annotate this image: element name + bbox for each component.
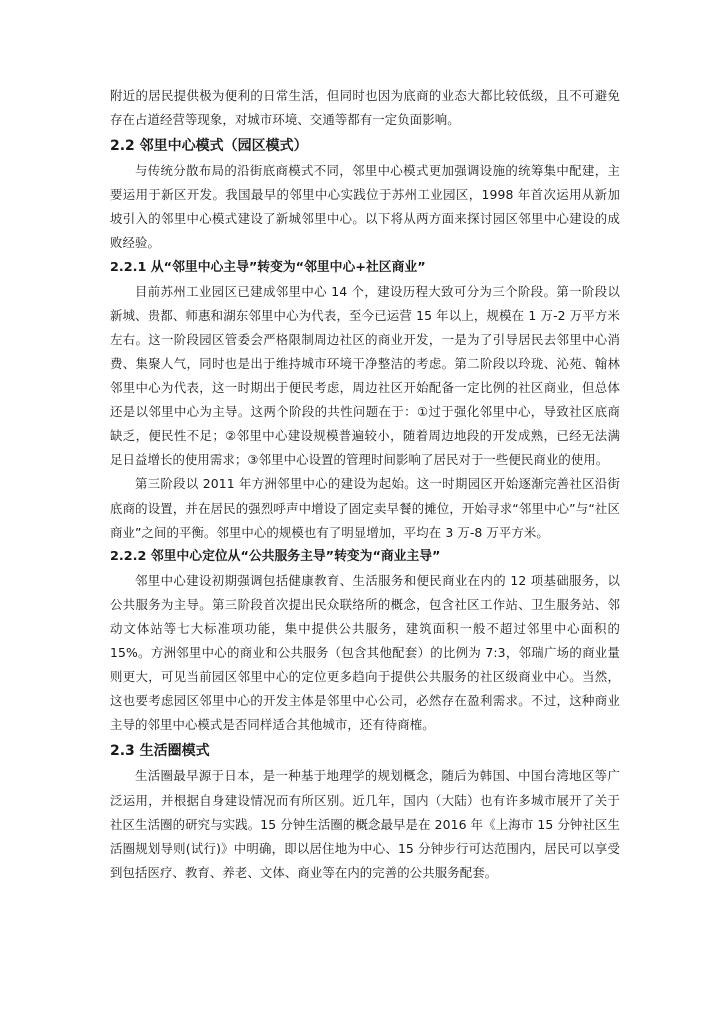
paragraph-development-stages: 目前苏州工业园区已建成邻里中心 14 个，建设历程大致可分为三个阶段。第一阶段以新城、贵都、师惠和湖东邻里中心为代表，至今已运营 15 年以上，规模在 1 万-2 万平方米左右。这一阶段园区管委会严格限制周边社区的商业开发，一是为了引导居民去邻里中心消费、集聚人气，同时也是出于维持城市环境干净整洁的考虑。第二阶段以玲珑、沁苑、翰林邻里中心为代表，这一时期出于便民考虑，周边社区开始配备一定比例的社区商业，但总体还是以邻里中心为主导。这两个阶段的共性问题在于：①过于强化邻里中心，导致社区底商缺乏，便民性不足；②邻里中心建设规模普遍较小，随着周边地段的开发成熟，已经无法满足日益增长的使用需求；③邻里中心设置的管理时间影响了居民对于一些便民商业的使用。 <box>110 283 620 468</box>
paragraph-neighborhood-center-intro: 与传统分散布局的沿街底商模式不同，邻里中心模式更加强调设施的统筹集中配建，主要运用于新区开发。我国最早的邻里中心实践位于苏州工业园区，1998 年首次运用从新加坡引入的邻里中心模式建设了新城邻里中心。以下将从两方面来探讨园区邻里中心建设的成败经验。 <box>110 163 620 251</box>
section-heading-2-2: 2.2 邻里中心模式（园区模式） <box>110 138 308 155</box>
paragraph-life-circle: 生活圈最早源于日本，是一种基于地理学的规划概念，随后为韩国、中国台湾地区等广泛运用，并根据自身建设情况而有所区别。近几年，国内（大陆）也有许多城市展开了关于社区生活圈的研究与实践。15 分钟生活圈的概念最早是在 2016 年《上海市 15 分钟社区生活圈规划导则(试行)》中明确，即以居住地为中心、15 分钟步行可达范围内，居民可以享受到包括医疗、教育、养老、文体、商业等在内的完善的公共服务配套。 <box>110 768 620 880</box>
paragraph-positioning: 邻里中心建设初期强调包括健康教育、生活服务和便民商业在内的 12 项基础服务，以公共服务为主导。第三阶段首次提出民众联络所的概念，包含社区工作站、卫生服务站、邻动文体站等七大标准项功能，集中提供公共服务，建筑面积一般不超过邻里中心面积的 15%。方洲邻里中心的商业和公共服务（包含其他配套）的比例为 7:3，邻瑞广场的商业量则更大，可见当前园区邻里中心的定位更多趋向于提供公共服务的社区级商业中心。当然，这也要考虑园区邻里中心的开发主体是邻里中心公司，必然存在盈利需求。不过，这种商业主导的邻里中心模式是否同样适合其他城市，还有待商榷。 <box>110 572 620 733</box>
section-heading-2-3: 2.3 生活圈模式 <box>110 743 210 760</box>
paragraph-third-stage: 第三阶段以 2011 年方洲邻里中心的建设为起始。这一时期园区开始逐渐完善社区沿街底商的设置，并在居民的强烈呼声中增设了固定卖早餐的摊位，开始寻求“邻里中心”与“社区商业”之间的平衡。邻里中心的规模也有了明显增加，平均在 3 万-8 万平方米。 <box>110 476 620 540</box>
document-page <box>110 84 620 885</box>
subsection-heading-2-2-1: 2.2.1 从“邻里中心主导”转变为“邻里中心+社区商业” <box>110 259 426 275</box>
subsection-heading-2-2-2: 2.2.2 邻里中心定位从“公共服务主导”转变为“商业主导” <box>110 548 441 564</box>
paragraph-continuation: 附近的居民提供极为便利的日常生活，但同时也因为底商的业态大都比较低级，且不可避免存在占道经营等现象，对城市环境、交通等都有一定负面影响。 <box>110 88 620 128</box>
